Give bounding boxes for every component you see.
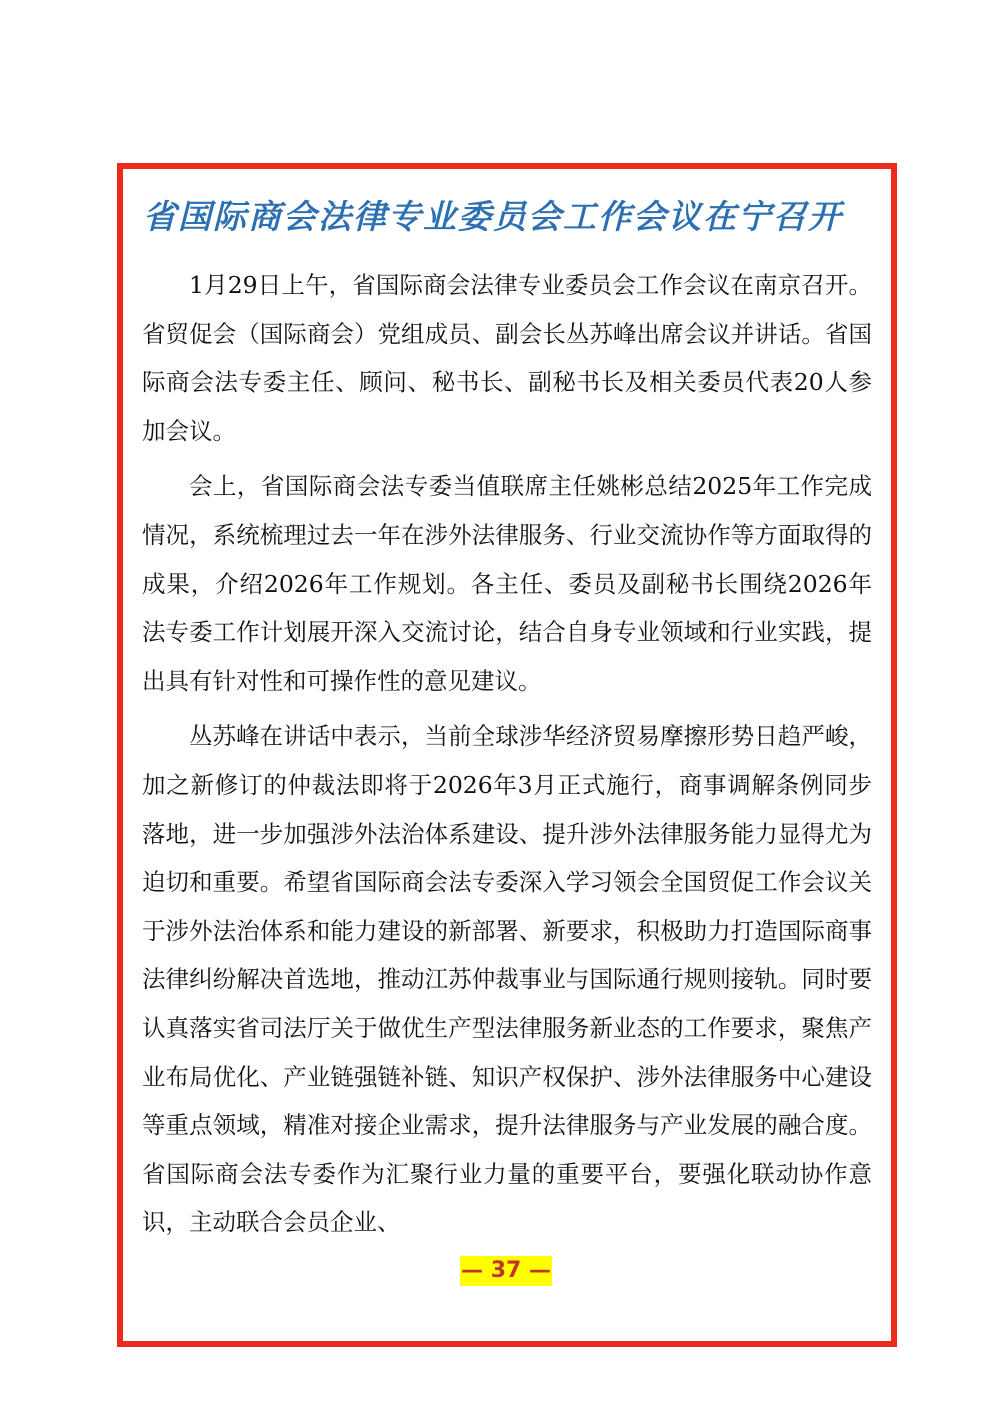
page-border-frame	[117, 163, 897, 1347]
article-title: 省国际商会法律专业委员会工作会议在宁召开	[143, 197, 843, 236]
page-number: — 37 —	[460, 1256, 552, 1286]
paragraph-3: 丛苏峰在讲话中表示，当前全球涉华经济贸易摩擦形势日趋严峻，加之新修订的仲裁法即将于2026年3月正式施行，商事调解条例同步落地，进一步加强涉外法治体系建设、提升涉外法律服务能力显得尤为迫切和重要。希望省国际商会法专委深入学习领会全国贸促工作会议关于涉外法治体系和能力建设的新部署、新要求，积极助力打造国际商事法律纠纷解决首选地，推动江苏仲裁事业与国际通行规则接轨。同时要认真落实省司法厅关于做优生产型法律服务新业态的工作要求，聚焦产业布局优化、产业链强链补链、知识产权保护、涉外法律服务中心建设等重点领域，精准对接企业需求，提升法律服务与产业发展的融合度。省国际商会法专委作为汇聚行业力量的重要平台，要强化联动协作意识，主动联合会员企业、	[142, 722, 872, 1237]
article-body	[142, 261, 872, 1254]
paragraph-1: 1月29日上午，省国际商会法律专业委员会工作会议在南京召开。省贸促会（国际商会）党组成员、副会长丛苏峰出席会议并讲话。省国际商会法专委主任、顾问、秘书长、副秘书长及相关委员代表20人参加会议。	[142, 271, 872, 445]
paragraph-2: 会上，省国际商会法专委当值联席主任姚彬总结2025年工作完成情况，系统梳理过去一年在涉外法律服务、行业交流协作等方面取得的成果，介绍2026年工作规划。各主任、委员及副秘书长围绕2026年法专委工作计划展开深入交流讨论，结合自身专业领域和行业实践，提出具有针对性和可操作性的意见建议。	[142, 472, 872, 695]
